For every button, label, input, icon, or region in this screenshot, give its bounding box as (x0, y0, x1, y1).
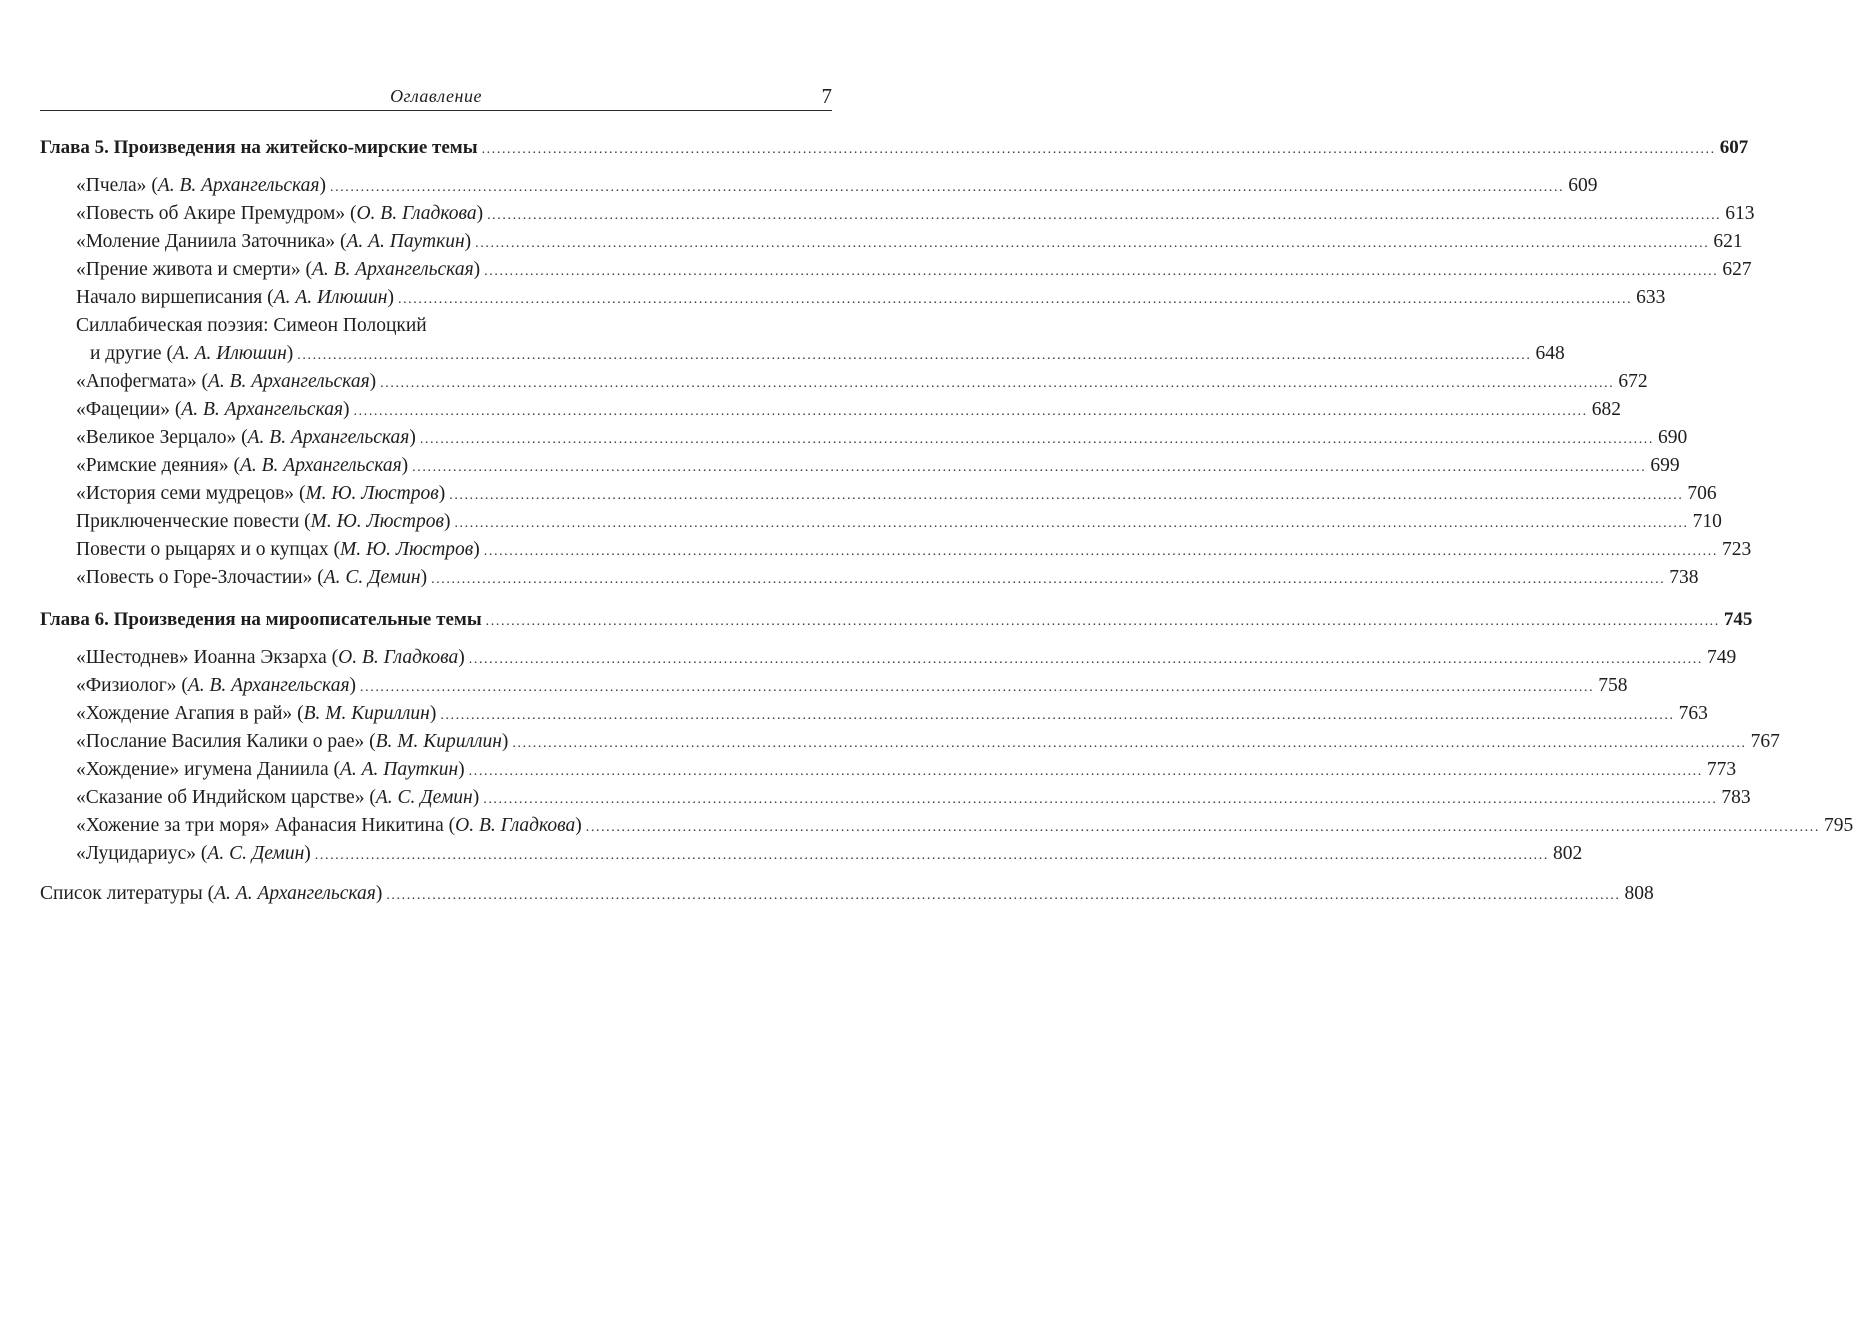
entry-page: 763 (1678, 703, 1708, 724)
entry-author: А. В. Архангельская (207, 371, 370, 392)
entry-author: О. В. Гладкова (338, 647, 459, 668)
toc-entry: «Луцидариус» (А. С. Демин) ..... 802 (40, 840, 832, 868)
entry-title: «Пчела» (76, 175, 147, 196)
entry-author: М. Ю. Люстров (305, 483, 439, 504)
entry-page: 738 (1669, 567, 1699, 588)
toc-entry: «Хожение за три моря» Афанасия Никитина (О. В. Гладкова) ..... 795 (40, 812, 832, 840)
entry-title: «Физиолог» (76, 675, 177, 696)
toc-entry: Приключенческие повести (М. Ю. Люстров) ..... 710 (40, 508, 832, 536)
toc-entry: «Великое Зерцало» (А. В. Архангельская) ..... 690 (40, 424, 832, 452)
leader-dots (398, 286, 1632, 314)
table-of-contents (40, 134, 1853, 908)
leader-dots (354, 398, 1588, 426)
leader-dots (512, 730, 1746, 758)
entry-page: 682 (1591, 399, 1621, 420)
leader-dots (469, 646, 1703, 674)
leader-dots (469, 758, 1703, 786)
entry-title: «Послание Василия Калики о рае» (76, 731, 365, 752)
chapter-5-heading (40, 134, 1749, 162)
entry-author: В. М. Кириллин (375, 731, 502, 752)
entry-page: 706 (1687, 483, 1717, 504)
entry-title: «Фацеции» (76, 399, 170, 420)
leader-dots (487, 202, 1721, 230)
entry-title: «Великое Зерцало» (76, 427, 237, 448)
leader-dots (297, 342, 1531, 370)
entry-title: Приключенческие повести (76, 511, 300, 532)
entry-title: «Апофегмата» (76, 371, 197, 392)
toc-entry: «Повесть об Акире Премудром» (О. В. Гладкова) ..... 613 (40, 200, 832, 228)
entry-page: 690 (1658, 427, 1688, 448)
entry-author: О. В. Гладкова (455, 815, 576, 836)
chapter-page: 607 (1719, 137, 1749, 158)
entry-page: 648 (1535, 343, 1565, 364)
entry-page: 783 (1721, 787, 1751, 808)
bibliography-entry: Список литературы (А. А. Архангельская) ..... 808 (40, 880, 832, 908)
running-header (40, 84, 832, 111)
entry-author: М. Ю. Люстров (340, 539, 474, 560)
entry-author: А. А. Пауткин (346, 231, 465, 252)
entry-page: 613 (1725, 203, 1755, 224)
entry-title: «Моление Даниила Заточника» (76, 231, 336, 252)
toc-entry: «Пчела» (А. В. Архангельская) ..... 609 (40, 172, 832, 200)
entry-page: 627 (1722, 259, 1752, 280)
entry-page: 672 (1618, 371, 1648, 392)
entry-title: Повести о рыцарях и о купцах (76, 539, 329, 560)
entry-author: А. В. Архангельская (181, 399, 344, 420)
entry-page: 710 (1692, 511, 1722, 532)
toc-entry-first-line (40, 312, 832, 340)
entry-author: А. В. Архангельская (157, 175, 320, 196)
toc-entry: «Сказание об Индийском царстве» (А. С. Демин) ..... 783 (40, 784, 832, 812)
running-title: Оглавление (390, 86, 482, 106)
entry-page: 749 (1706, 647, 1737, 668)
toc-entry: «Хождение Агапия в рай» (В. М. Кириллин) ..... 763 (40, 700, 832, 728)
entry-page: 802 (1552, 843, 1583, 864)
entry-title: «Римские деяния» (76, 455, 229, 476)
leader-dots (484, 258, 1718, 286)
entry-title: Начало виршеписания (76, 287, 263, 308)
entry-title: Силлабическая поэзия: Симеон Полоцкий (76, 315, 427, 336)
leader-dots (440, 702, 1674, 730)
entry-author: А. С. Демин (207, 843, 305, 864)
leader-dots (315, 842, 1549, 870)
leader-dots (486, 608, 1720, 636)
toc-entry: Начало виршеписания (А. А. Илюшин) ..... 633 (40, 284, 832, 312)
toc-entry: «Прение живота и смерти» (А. В. Архангельская) ..... 627 (40, 256, 832, 284)
chapter-title: Глава 6. Произведения на мироописательные темы (40, 609, 482, 630)
chapter-title: Глава 5. Произведения на житейско-мирские темы (40, 137, 478, 158)
entry-title: «Шестоднев» Иоанна Экзарха (76, 647, 327, 668)
entry-author: А. А. Илюшин (273, 287, 388, 308)
entry-title: «История семи мудрецов» (76, 483, 295, 504)
bibliography-title: Список литературы (40, 883, 203, 904)
entry-title: «Повесть об Акире Премудром» (76, 203, 346, 224)
chapter-6-heading (40, 606, 1753, 634)
entry-author: А. С. Демин (323, 567, 421, 588)
leader-dots (360, 674, 1594, 702)
entry-page: 795 (1823, 815, 1853, 836)
leader-dots (386, 882, 1620, 910)
entry-page: 758 (1598, 675, 1628, 696)
entry-author: А. В. Архангельская (187, 675, 350, 696)
leader-dots (454, 510, 1688, 538)
entry-title: «Хожение за три моря» Афанасия Никитина (76, 815, 444, 836)
entry-title: «Луцидариус» (76, 843, 197, 864)
leader-dots (449, 482, 1683, 510)
toc-entry: «Моление Даниила Заточника» (А. А. Пауткин) ..... 621 (40, 228, 832, 256)
toc-entry: «История семи мудрецов» (М. Ю. Люстров) ..... 706 (40, 480, 832, 508)
entry-title: «Хождение» игумена Даниила (76, 759, 329, 780)
entry-page: 609 (1568, 175, 1598, 196)
entry-title: «Хождение Агапия в рай» (76, 703, 293, 724)
toc-entry: «Шестоднев» Иоанна Экзарха (О. В. Гладкова) ..... 749 (40, 644, 832, 672)
entry-author: О. В. Гладкова (356, 203, 477, 224)
bibliography-page: 808 (1624, 883, 1654, 904)
leader-dots (482, 136, 1716, 164)
entry-page: 723 (1721, 539, 1752, 560)
leader-dots (484, 538, 1718, 566)
toc-entry: «Фацеции» (А. В. Архангельская) ..... 682 (40, 396, 832, 424)
leader-dots (420, 426, 1654, 454)
leader-dots (475, 230, 1709, 258)
entry-page: 633 (1636, 287, 1666, 308)
entry-page: 773 (1706, 759, 1737, 780)
toc-entry: Повести о рыцарях и о купцах (М. Ю. Люстров) ..... 723 (40, 536, 832, 564)
entry-author: А. А. Пауткин (339, 759, 459, 780)
chapter-6-entries (40, 644, 1853, 868)
entry-author: А. В. Архангельская (239, 455, 402, 476)
bibliography-author: А. А. Архангельская (214, 883, 376, 904)
entry-author: В. М. Кириллин (303, 703, 430, 724)
entry-author: А. В. Архангельская (311, 259, 474, 280)
entry-page: 621 (1713, 231, 1743, 252)
leader-dots (412, 454, 1646, 482)
entry-title: «Прение живота и смерти» (76, 259, 301, 280)
entry-title: «Повесть о Горе-Злочастии» (76, 567, 313, 588)
toc-entry: «Повесть о Горе-Злочастии» (А. С. Демин) ..... 738 (40, 564, 832, 592)
entry-author: А. С. Демин (375, 787, 473, 808)
toc-entry: «Физиолог» (А. В. Архангельская) ..... 758 (40, 672, 832, 700)
toc-entry: «Хождение» игумена Даниила (А. А. Пауткин) ..... 773 (40, 756, 832, 784)
entry-author: М. Ю. Люстров (310, 511, 444, 532)
leader-dots (431, 566, 1665, 594)
entry-author: А. В. Архангельская (247, 427, 410, 448)
entry-continuation: и другие (90, 343, 162, 364)
toc-entry: «Римские деяния» (А. В. Архангельская) ..... 699 (40, 452, 832, 480)
entry-page: 699 (1650, 455, 1680, 476)
entry-author: А. А. Илюшин (172, 343, 287, 364)
leader-dots (483, 786, 1717, 814)
page-number: 7 (821, 84, 832, 108)
leader-dots (586, 814, 1820, 842)
chapter-page: 745 (1723, 609, 1753, 630)
entry-page: 767 (1750, 731, 1780, 752)
toc-entry-continuation: и другие (А. А. Илюшин) ..... 648 (40, 340, 832, 368)
leader-dots (380, 370, 1614, 398)
leader-dots (330, 174, 1564, 202)
entry-title: «Сказание об Индийском царстве» (76, 787, 365, 808)
toc-entry: «Апофегмата» (А. В. Архангельская) ..... 672 (40, 368, 832, 396)
chapter-5-entries (40, 172, 1755, 592)
toc-entry: «Послание Василия Калики о рае» (В. М. Кириллин) ..... 767 (40, 728, 832, 756)
